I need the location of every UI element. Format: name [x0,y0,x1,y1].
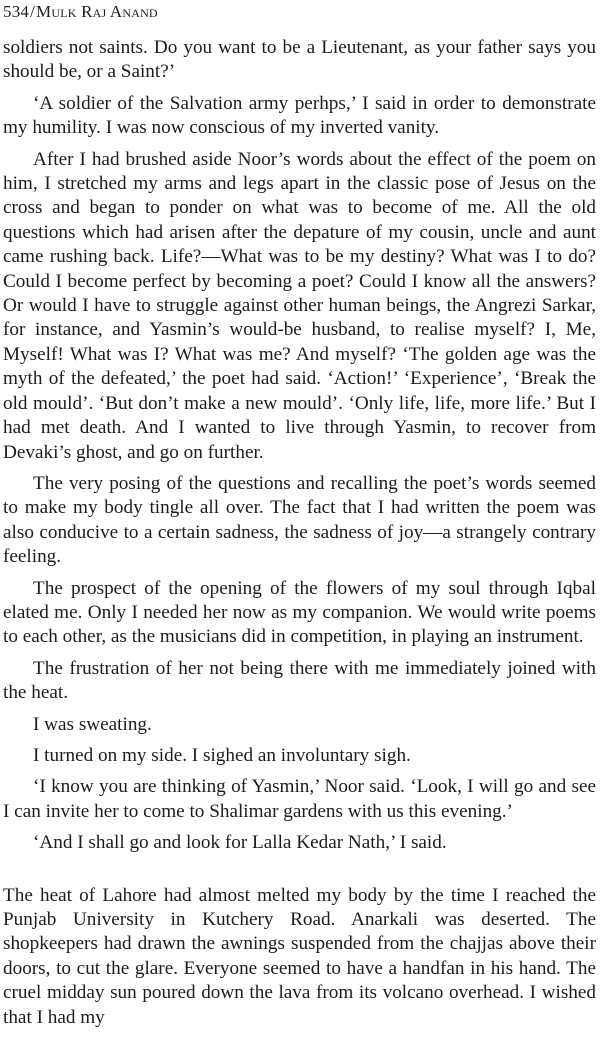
paragraph-section-start: The heat of Lahore had almost melted my body by the time I reached the Punjab University in Kutchery Road. Anarkali was deserted. The shopkeepers had drawn the awnings suspended from the chajjas above their doors, to cut the glare. Everyone seemed to have a handfan in his hand. The cruel midday sun poured down the lava from its volcano overhead. I wished that I had my [3,884,596,1028]
running-head [3,2,158,22]
page-number: 534 [3,2,30,21]
paragraph: The very posing of the questions and recalling the poet’s words seemed to make my body tingle all over. The fact that I had written the poem was also conducive to a certain sadness, the sadness of joy—a strangely contrary feeling. [3,472,596,568]
author-name: Mulk Raj Anand [36,2,158,21]
paragraph: ‘And I shall go and look for Lalla Kedar Nath,’ I said. [33,832,447,854]
paragraph: ‘A soldier of the Salvation army perhps,’ I said in order to demonstrate my humility. I was now conscious of my inverted vanity. [3,92,596,139]
body-text [3,36,596,1037]
paragraph: The frustration of her not being there with me immediately joined with the heat. [3,657,596,704]
paragraph: After I had brushed aside Noor’s words about the effect of the poem on him, I stretched my arms and legs apart in the classic pose of Jesus on the cross and began to ponder on what was to become of me. All the old questions which had arisen after the depature of my cousin, uncle and aunt came rushing back. Life?—What was to be my destiny? What was I to do? Could I become perfect by becoming a poet? Could I know all the answers? Or would I have to struggle against other human beings, the Angrezi Sarkar, for instance, and Yasmin’s would-be husband, to realise myself? I, Me, Myself! What was I? What was me? And myself? ‘The golden age was the myth of the defeated,’ the poet had said. ‘Action!’ ‘Experience’, ‘Break the old mould’. ‘But don’t make a new mould’. ‘Only life, life, more life.’ But I had met death. And I wanted to live through Yasmin, to recover from Devaki’s ghost, and go on further. [3,148,596,463]
header-separator: / [30,2,36,21]
paragraph: I turned on my side. I sighed an involuntary sigh. [33,744,411,766]
paragraph: I was sweating. [33,713,152,735]
paragraph-continued: soldiers not saints. Do you want to be a Lieutenant, as your father says you should be, or a Saint?’ [3,37,596,83]
paragraph: The prospect of the opening of the flowers of my soul through Iqbal elated me. Only I needed her now as my companion. We would write poems to each other, as the musicians did in competition, in playing an instrument. [3,577,596,648]
paragraph: ‘I know you are thinking of Yasmin,’ Noor said. ‘Look, I will go and see I can invite her to come to Shalimar gardens with us this evening.’ [3,776,596,822]
